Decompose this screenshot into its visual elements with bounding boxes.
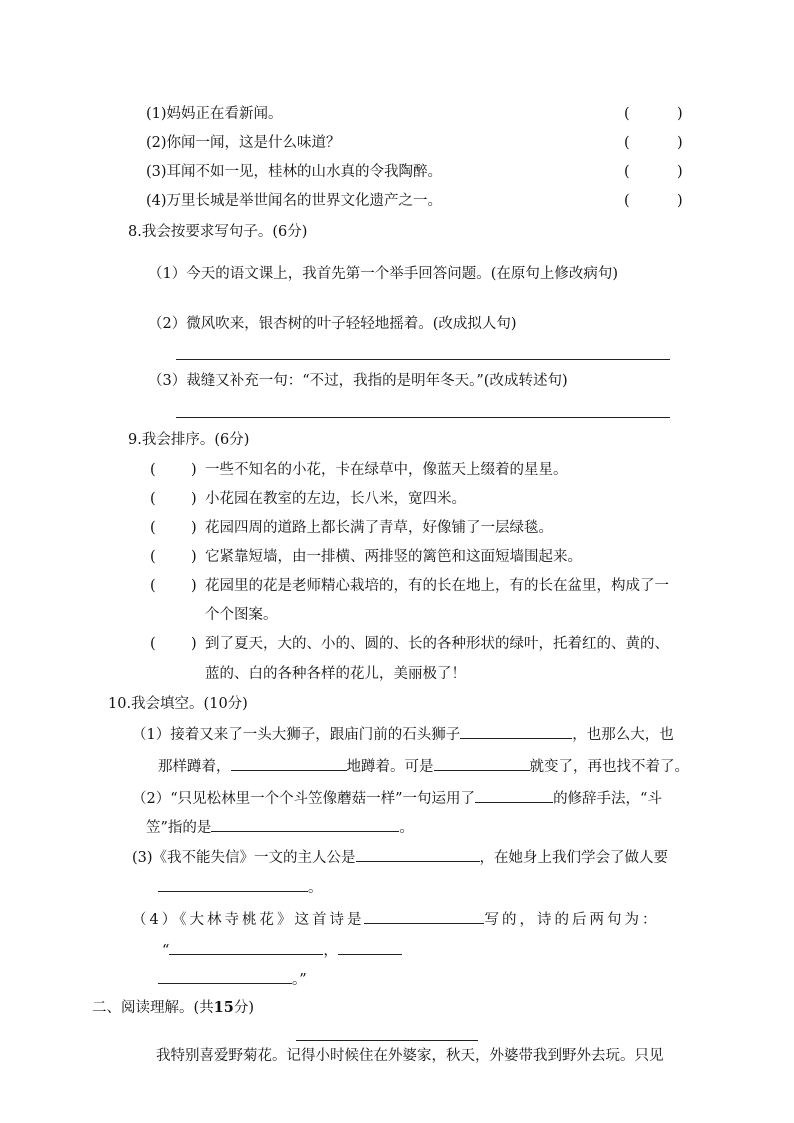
- q9-item-5: 花园里的花是老师精心栽培的，有的长在地上，有的长在盆里，构成了一: [205, 578, 669, 594]
- q9-item-4: 它紧靠短墙，由一排横、两排竖的篱笆和这面短墙围起来。: [205, 549, 582, 565]
- q8-answer-line-3[interactable]: [176, 417, 670, 418]
- q10-blank-3[interactable]: [434, 756, 530, 771]
- q9-title: 9.我会排序。(6分): [128, 432, 250, 448]
- q10-blank-6[interactable]: [356, 847, 480, 862]
- q10-item-2-line-1: [132, 788, 662, 809]
- q10-item-4-text-b: 写的，诗的后两句为：: [484, 912, 660, 928]
- q10-item-2-text-c: 笠”指的是: [146, 820, 212, 836]
- q9-paren-open-4: (: [150, 549, 156, 565]
- q10-item-3-text-b: ，在她身上我们学会了做人要: [479, 850, 669, 866]
- q10-item-4-line-2: [162, 940, 402, 961]
- q9-paren-open-2: (: [150, 491, 156, 507]
- q10-item-3-text-c: 。: [308, 880, 323, 896]
- q7-answer-paren-open-2: (: [624, 135, 630, 151]
- q7-answer-paren-open-3: (: [624, 164, 630, 180]
- passage-paragraph: 我特别喜爱野菊花。记得小时候住在外婆家，秋天，外婆带我到野外去玩。只见: [156, 1048, 664, 1064]
- q7-answer-paren-open-1: (: [624, 106, 630, 122]
- q9-paren-open-5: (: [150, 578, 156, 594]
- q8-item-2: （2）微风吹来，银杏树的叶子轻轻地摇着。(改成拟人句): [148, 316, 517, 332]
- q9-paren-close-5: ): [191, 578, 197, 594]
- q8-item-1: （1）今天的语文课上，我首先第一个举手回答问题。(在原句上修改病句): [148, 266, 619, 282]
- section-2-title-num: 15: [213, 999, 234, 1016]
- q9-item-5-cont: 个个图案。: [205, 607, 278, 623]
- q9-paren-close-1: ): [191, 462, 197, 478]
- q10-item-1-text-b: ，也那么大，也: [572, 727, 674, 743]
- q9-item-1: 一些不知名的小花，卡在绿草中，像蓝天上缀着的星星。: [205, 462, 568, 478]
- q10-item-3-line-2: [158, 877, 323, 898]
- q8-item-3: （3）裁缝又补充一句：“不过，我指的是明年冬天。”(改成转述句): [148, 373, 568, 389]
- q7-item-2: (2)你闻一闻，这是什么味道？: [146, 135, 341, 151]
- q10-blank-2[interactable]: [231, 756, 347, 771]
- q10-blank-9[interactable]: [169, 940, 323, 955]
- q9-paren-close-3: ): [191, 520, 197, 536]
- q10-item-4-text-a: （4）《大林寺桃花》这首诗是: [132, 912, 365, 928]
- q10-item-4-line-3: [158, 969, 307, 990]
- q9-paren-close-6: ): [191, 636, 197, 652]
- q10-blank-8[interactable]: [364, 909, 484, 924]
- q10-blank-11[interactable]: [158, 969, 292, 984]
- q10-blank-4[interactable]: [475, 788, 553, 803]
- q9-paren-open-1: (: [150, 462, 156, 478]
- q10-item-1-text-e: 就变了，再也找不着了。: [529, 759, 689, 775]
- q10-item-4-text-e: 。”: [292, 972, 307, 988]
- section-2-title: [92, 998, 254, 1018]
- q7-item-4: (4)万里长城是举世闻名的世界文化遗产之一。: [146, 193, 443, 209]
- q8-answer-line-2[interactable]: [176, 359, 670, 360]
- q7-answer-paren-open-4: (: [624, 193, 630, 209]
- q10-item-2-text-d: 。: [399, 820, 414, 836]
- q10-item-4-text-d: ，: [323, 943, 338, 959]
- q10-item-2-line-2: [146, 817, 414, 838]
- q10-item-1-line-2: [158, 756, 689, 777]
- q10-title: 10.我会填空。(10分): [108, 696, 248, 712]
- q10-item-2-text-b: 的修辞手法，“斗: [553, 791, 662, 807]
- q7-answer-paren-close-3: ): [677, 164, 683, 180]
- q10-item-3-line-1: [132, 847, 668, 868]
- q7-item-3: (3)耳闻不如一见，桂林的山水真的令我陶醉。: [146, 164, 443, 180]
- q10-item-2-text-a: （2）“只见松林里一个个斗笠像蘑菇一样”一句运用了: [132, 791, 476, 807]
- q7-item-1: (1)妈妈正在看新闻。: [146, 106, 283, 122]
- passage-title-blank[interactable]: [296, 1040, 478, 1041]
- section-2-title-b: 分): [233, 1000, 255, 1016]
- q10-item-1-line-1: [132, 724, 674, 745]
- q9-item-2: 小花园在教室的左边，长八米，宽四米。: [205, 491, 466, 507]
- section-2-title-a: 二、阅读理解。(共: [92, 1000, 214, 1016]
- q9-item-3: 花园四周的道路上都长满了青草，好像铺了一层绿毯。: [205, 520, 553, 536]
- q7-answer-paren-close-4: ): [677, 193, 683, 209]
- q9-item-6-cont: 蓝的、白的各种各样的花儿，美丽极了！: [205, 666, 466, 682]
- q10-item-3-text-a: (3)《我不能失信》一文的主人公是: [132, 850, 356, 866]
- q7-answer-paren-close-1: ): [677, 106, 683, 122]
- q8-title: 8.我会按要求写句子。(6分): [128, 224, 308, 240]
- q10-item-1-text-a: （1）接着又来了一头大狮子，跟庙门前的石头狮子: [132, 727, 461, 743]
- q9-paren-close-2: ): [191, 491, 197, 507]
- q9-paren-open-3: (: [150, 520, 156, 536]
- q10-blank-5[interactable]: [211, 817, 399, 832]
- q10-item-1-text-d: 地蹲着。可是: [346, 759, 434, 775]
- q10-blank-10[interactable]: [338, 940, 402, 955]
- q10-item-4-line-1: [132, 909, 659, 930]
- q10-blank-7[interactable]: [158, 877, 308, 892]
- q10-blank-1[interactable]: [460, 724, 572, 739]
- q10-item-4-text-c: “: [162, 943, 170, 959]
- q10-item-1-text-c: 那样蹲着，: [158, 759, 231, 775]
- q9-item-6: 到了夏天，大的、小的、圆的、长的各种形状的绿叶，托着红的、黄的、: [205, 636, 669, 652]
- q7-answer-paren-close-2: ): [677, 135, 683, 151]
- q9-paren-close-4: ): [191, 549, 197, 565]
- q9-paren-open-6: (: [150, 636, 156, 652]
